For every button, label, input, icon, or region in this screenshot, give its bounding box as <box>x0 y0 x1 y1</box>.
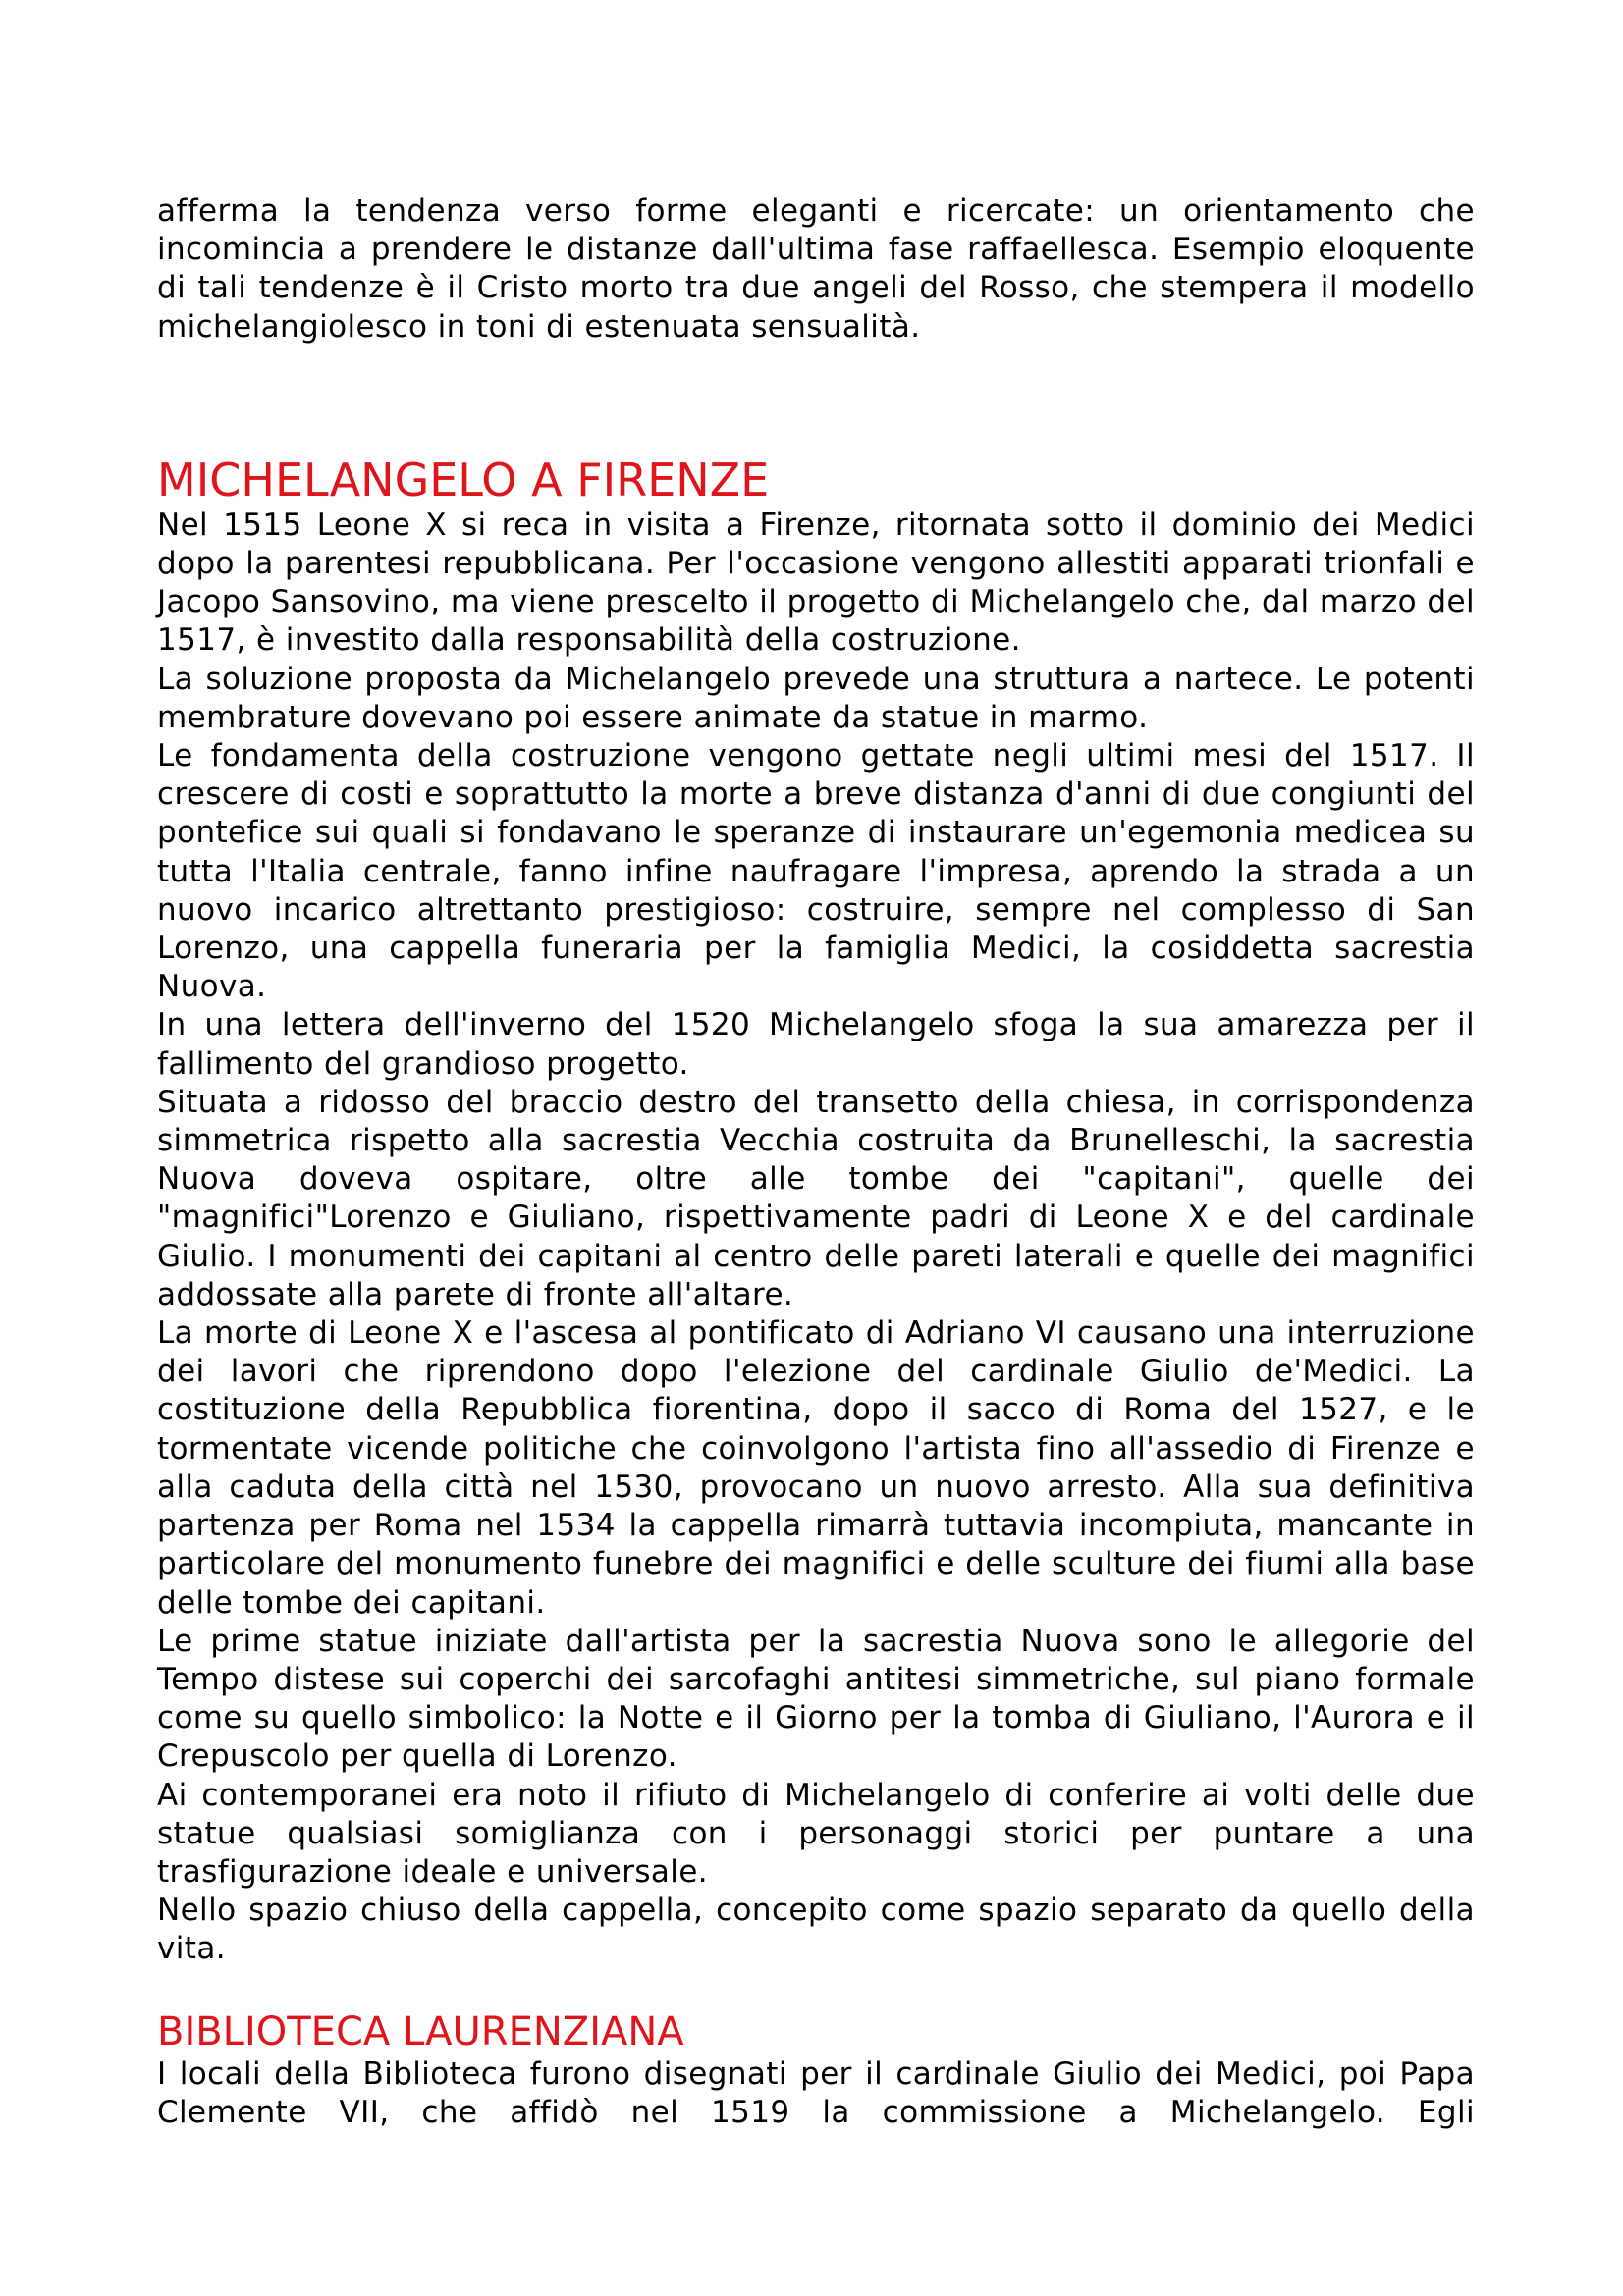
michelangelo-paragraph-4: In una lettera dell'inverno del 1520 Michelangelo sfoga la sua amarezza per il fallimento del grandioso progetto. <box>157 1007 1475 1082</box>
michelangelo-paragraph-8: Ai contemporanei era noto il rifiuto di Michelangelo di conferire ai volti delle due statue qualsiasi somiglianza con i personaggi storici per puntare a una trasfigurazione ideale e universale. <box>157 1777 1475 1890</box>
michelangelo-paragraph-7: Le prime statue iniziate dall'artista per la sacrestia Nuova sono le allegorie del Tempo distese sui coperchi dei sarcofaghi antitesi simmetriche, sul piano formale come su quello simbolico: la Notte e il Giorno per la tomba di Giuliano, l'Aurora e il Crepuscolo per quella di Lorenzo. <box>157 1623 1475 1775</box>
michelangelo-paragraph-3: Le fondamenta della costruzione vengono gettate negli ultimi mesi del 1517. Il crescere di costi e soprattutto la morte a breve distanza d'anni di due congiunti del pontefice sui quali si fondavano le speranze di instaurare un'egemonia medicea su tutta l'Italia centrale, fanno infine naufragare l'impresa, aprendo la strada a un nuovo incarico altrettanto prestigioso: costruire, sempre nel complesso di San Lorenzo, una cappella funeraria per la famiglia Medici, la cosiddetta sacrestia Nuova. <box>157 738 1475 1005</box>
heading-biblioteca-laurenziana: BIBLIOTECA LAURENZIANA <box>157 2008 684 2055</box>
michelangelo-paragraph-6: La morte di Leone X e l'ascesa al pontificato di Adriano VI causano una interruzione dei lavori che riprendono dopo l'elezione del cardinale Giulio de'Medici. La costituzione della Repubblica fiorentina, dopo il sacco di Roma del 1527, e le tormentate vicende politiche che coinvolgono l'artista fino all'assedio di Firenze e alla caduta della città nel 1530, provocano un nuovo arresto. Alla sua definitiva partenza per Roma nel 1534 la cappella rimarrà tuttavia incompiuta, mancante in particolare del monumento funebre dei magnifici e delle sculture dei fiumi alla base delle tombe dei capitani. <box>157 1315 1475 1621</box>
michelangelo-paragraph-9: Nello spazio chiuso della cappella, concepito come spazio separato da quello della vita. <box>157 1893 1475 1967</box>
document-page <box>157 192 1475 2132</box>
biblioteca-paragraph: I locali della Biblioteca furono disegnati per il cardinale Giulio dei Medici, poi Papa Clemente VII, che affidò nel 1519 la commissione a Michelangelo. Egli <box>157 2056 1475 2130</box>
heading-michelangelo-a-firenze: MICHELANGELO A FIRENZE <box>157 453 770 507</box>
michelangelo-paragraph-1: Nel 1515 Leone X si reca in visita a Firenze, ritornata sotto il dominio dei Medici dopo la parentesi repubblicana. Per l'occasione vengono allestiti apparati trionfali e Jacopo Sansovino, ma viene prescelto il progetto di Michelangelo che, dal marzo del 1517, è investito dalla responsabilità della costruzione. <box>157 507 1475 659</box>
michelangelo-paragraph-2: La soluzione proposta da Michelangelo prevede una struttura a nartece. Le potenti membrature dovevano poi essere animate da statue in marmo. <box>157 661 1475 735</box>
michelangelo-paragraph-5: Situata a ridosso del braccio destro del transetto della chiesa, in corrispondenza simmetrica rispetto alla sacrestia Vecchia costruita da Brunelleschi, la sacrestia Nuova doveva ospitare, oltre alle tombe dei "capitani", quelle dei "magnifici"Lorenzo e Giuliano, rispettivamente padri di Leone X e del cardinale Giulio. I monumenti dei capitani al centro delle pareti laterali e quelle dei magnifici addossate alla parete di fronte all'altare. <box>157 1084 1475 1312</box>
intro-paragraph: afferma la tendenza verso forme eleganti e ricercate: un orientamento che incomincia a prendere le distanze dall'ultima fase raffaellesca. Esempio eloquente di tali tendenze è il Cristo morto tra due angeli del Rosso, che stempera il modello michelangiolesco in toni di estenuata sensualità. <box>157 193 1475 345</box>
